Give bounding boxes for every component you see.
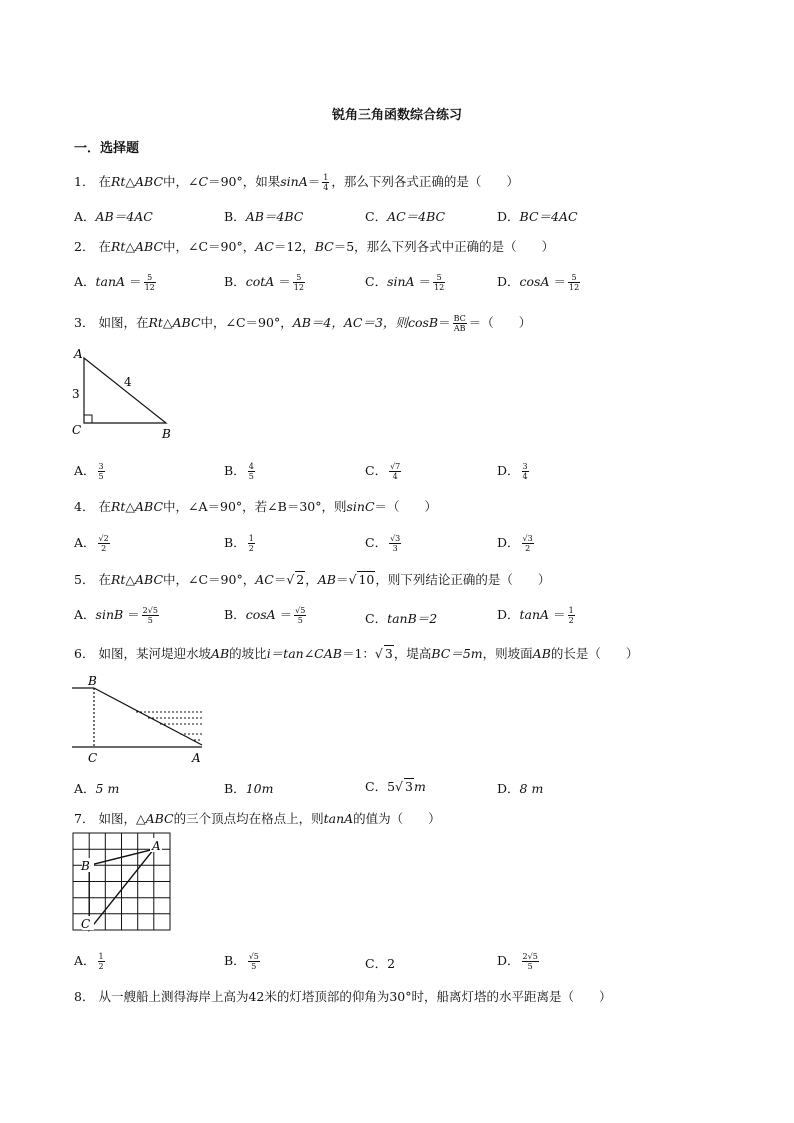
q6-label-a: A [192, 751, 201, 765]
q1-option-c[interactable]: C．AC＝4BC [365, 209, 446, 224]
q4-option-b[interactable]: B． $\frac{1}{2}$ [224, 534, 254, 553]
q5-option-d[interactable]: D．tanA ＝ $\frac{1}{2}$ [497, 606, 574, 625]
q5-option-a[interactable]: A．sinB ＝ $\frac{2√5}{5}$ [74, 606, 158, 625]
q3-option-a[interactable]: A． $\frac{3}{5}$ [74, 462, 104, 481]
q3-option-d[interactable]: D． $\frac{3}{4}$ [497, 462, 528, 481]
q5-option-c[interactable]: C．tanB＝2 [365, 611, 438, 626]
q2-option-c[interactable]: C．sinA ＝ $\frac{5}{12}$ [365, 273, 445, 292]
q6-label-b: B [88, 674, 97, 688]
q3-label-c: C [72, 423, 82, 437]
q1-option-b[interactable]: B．AB＝4BC [224, 209, 304, 224]
q3-figure [66, 346, 186, 442]
q6-option-d[interactable]: D．8 m [497, 781, 544, 796]
q3-label-a: A [74, 347, 83, 361]
q2-option-a[interactable]: A．tanA ＝ $\frac{5}{12}$ [74, 273, 155, 292]
q7-label-c: C [81, 917, 91, 931]
q7-option-a[interactable]: A． $\frac{1}{2}$ [74, 952, 104, 971]
q3-side-ab: 4 [124, 375, 132, 389]
question-5: 5． 在Rt△ABC中，∠C＝90°，AC＝√ 2，AB＝√ 10，则下列结论正确的是（ ） [74, 572, 551, 587]
question-8: 8． 从一艘船上测得海岸上高为42米的灯塔顶部的仰角为30°时，船离灯塔的水平距离是（ ） [74, 989, 612, 1004]
q3-side-ac: 3 [72, 387, 80, 401]
q3-option-b[interactable]: B． $\frac{4}{5}$ [224, 462, 254, 481]
page-title: 锐角三角函数综合练习 [331, 108, 462, 123]
question-3: 3． 如图，在Rt△ABC中，∠C＝90°，AB＝4，AC＝3，则cosB＝ $\frac{BC}{AB}$ ＝（ ） [74, 314, 532, 333]
question-6: 6． 如图，某河堤迎水坡AB的坡比i＝tan∠CAB＝1：√ 3，堤高BC＝5m，则坡面AB的长是（ ） [74, 646, 639, 661]
q6-label-c: C [88, 751, 98, 765]
q6-option-a[interactable]: A．5 m [74, 781, 120, 796]
q7-option-b[interactable]: B． $\frac{√5}{5}$ [224, 952, 259, 971]
q4-option-c[interactable]: C． $\frac{√3}{3}$ [365, 534, 401, 553]
q7-figure [70, 830, 176, 934]
q4-option-a[interactable]: A． $\frac{√2}{2}$ [74, 534, 109, 553]
q3-option-c[interactable]: C． $\frac{√7}{4}$ [365, 462, 401, 481]
q6-figure [70, 672, 210, 768]
q7-option-d[interactable]: D． $\frac{2√5}{5}$ [497, 952, 538, 971]
q3-label-b: B [162, 427, 171, 441]
q6-option-b[interactable]: B．10m [224, 781, 274, 796]
q6-option-c[interactable]: C．5√ 3m [365, 779, 426, 794]
q7-option-c[interactable]: C．2 [365, 956, 396, 971]
question-1: 1． 在Rt△ABC中，∠C＝90°，如果sinA＝ $\frac{1}{4}$ ，那么下列各式正确的是（ ） [74, 173, 519, 192]
q5-option-b[interactable]: B．cosA ＝ $\frac{√5}{5}$ [224, 606, 306, 625]
question-4: 4． 在Rt△ABC中，∠A＝90°，若∠B＝30°，则sinC＝（ ） [74, 499, 438, 514]
q2-option-b[interactable]: B．cotA ＝ $\frac{5}{12}$ [224, 273, 304, 292]
q7-label-a: A [152, 839, 161, 853]
q2-option-d[interactable]: D．cosA ＝ $\frac{5}{12}$ [497, 273, 580, 292]
q1-option-a[interactable]: A．AB＝4AC [74, 209, 153, 224]
q1-option-d[interactable]: D．BC＝4AC [497, 209, 578, 224]
question-2: 2． 在Rt△ABC中，∠C＝90°，AC＝12，BC＝5，那么下列各式中正确的是（ ） [74, 239, 555, 254]
q7-label-b: B [81, 859, 90, 873]
q4-option-d[interactable]: D． $\frac{√3}{2}$ [497, 534, 533, 553]
question-7: 7． 如图，△ABC的三个顶点均在格点上，则tanA的值为（ ） [74, 811, 441, 826]
section-heading: 一．选择题 [74, 141, 140, 156]
